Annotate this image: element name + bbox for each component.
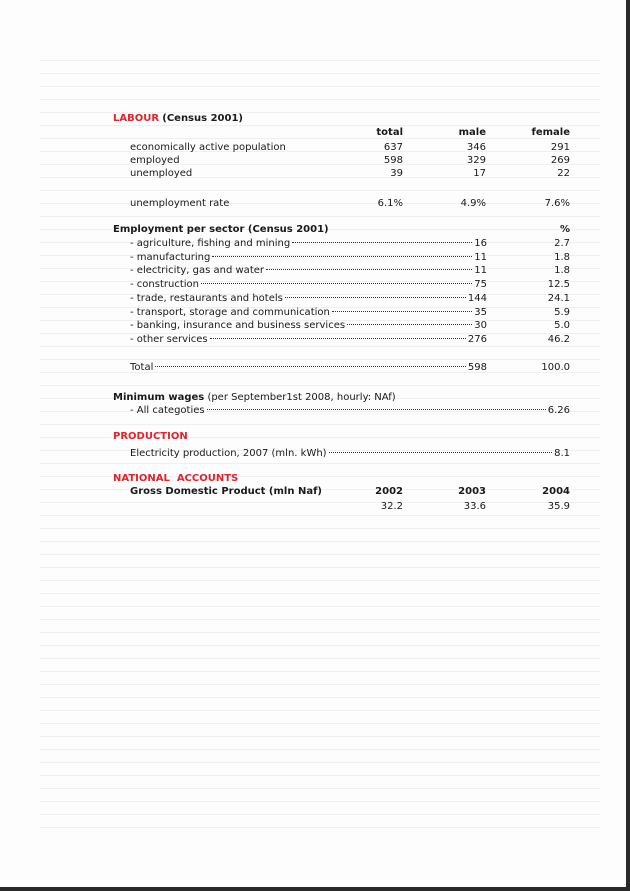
dot-leader	[332, 311, 472, 312]
row-label: - other services	[130, 333, 208, 345]
cell-male: 329	[466, 155, 486, 166]
row-label: - electricity, gas and water	[130, 265, 264, 277]
row-label: - banking, insurance and business services	[130, 320, 346, 332]
row-value: 598	[467, 362, 487, 373]
cell-male: 17	[473, 168, 486, 179]
row-label: Total	[130, 362, 154, 373]
sector-leader-row	[130, 252, 487, 263]
labour-heading	[113, 113, 243, 124]
row-pct: 46.2	[547, 333, 570, 345]
page-edge-right	[626, 0, 630, 891]
col-header-female: female	[531, 127, 570, 138]
dot-leader	[155, 366, 466, 367]
row-value: 11	[474, 265, 487, 277]
gdp-2003: 33.6	[463, 501, 486, 512]
labour-title: LABOUR	[113, 113, 160, 124]
sector-leader-row	[130, 334, 487, 345]
sector-leader-row	[130, 279, 487, 290]
row-label: - construction	[130, 279, 199, 291]
row-label: - trade, restaurants and hotels	[130, 292, 283, 304]
cell-male: 4.9%	[460, 198, 486, 209]
row-pct: 1.8	[554, 265, 570, 277]
minimum-wages-heading	[113, 392, 396, 403]
cell-female: 7.6%	[544, 198, 570, 209]
dot-leader	[347, 324, 472, 325]
row-pct: 100.0	[541, 362, 570, 373]
page-edge-bottom	[0, 887, 630, 891]
row-value: 6.26	[547, 405, 570, 416]
row-pct: 1.8	[554, 251, 570, 263]
minimum-wage-row	[130, 405, 570, 416]
row-label: - agriculture, fishing and mining	[130, 238, 291, 249]
row-value: 144	[467, 292, 487, 304]
dot-leader	[285, 297, 466, 298]
national-accounts-title: NATIONAL ACCOUNTS	[113, 473, 239, 484]
cell-female: 291	[550, 142, 570, 153]
dot-leader	[201, 283, 472, 284]
production-title: PRODUCTION	[113, 431, 188, 442]
year-2004: 2004	[542, 486, 570, 497]
sector-leader-row	[130, 320, 487, 331]
sectors-title: Employment per sector (Census 2001)	[113, 224, 329, 235]
row-value: 30	[474, 320, 487, 332]
row-value: 8.1	[554, 448, 570, 459]
row-label: - transport, storage and communication	[130, 306, 330, 318]
year-2003: 2003	[458, 486, 486, 497]
dot-leader	[329, 452, 553, 453]
minimum-wages-title: Minimum wages	[113, 392, 205, 403]
gdp-2002: 32.2	[380, 501, 403, 512]
row-label: unemployed	[130, 168, 193, 179]
dot-leader	[292, 242, 472, 243]
sector-leader-row	[130, 238, 487, 249]
minimum-wages-subtitle: (per September1st 2008, hourly: NAf)	[207, 392, 396, 403]
row-label: employed	[130, 155, 180, 166]
row-value: 75	[474, 279, 487, 291]
row-pct: 24.1	[547, 292, 570, 304]
row-value: 11	[474, 251, 487, 263]
dot-leader	[210, 338, 466, 339]
sector-leader-row	[130, 362, 487, 373]
cell-male: 346	[466, 142, 486, 153]
row-label: - manufacturing	[130, 251, 211, 263]
row-value: 16	[474, 238, 487, 249]
electricity-production-row	[130, 448, 570, 459]
sector-leader-row	[130, 293, 487, 304]
year-2002: 2002	[375, 486, 403, 497]
col-header-total: total	[376, 127, 403, 138]
gdp-2004: 35.9	[547, 501, 570, 512]
row-pct: 2.7	[554, 238, 570, 249]
col-header-male: male	[458, 127, 486, 138]
row-pct: 12.5	[547, 279, 570, 291]
labour-subtitle: (Census 2001)	[162, 113, 243, 124]
dot-leader	[207, 409, 546, 410]
gdp-label: Gross Domestic Product (mln Naf)	[130, 486, 322, 497]
cell-total: 637	[383, 142, 403, 153]
row-pct: 5.9	[554, 306, 570, 318]
row-pct: 5.0	[554, 320, 570, 332]
cell-total: 6.1%	[377, 198, 403, 209]
cell-total: 598	[383, 155, 403, 166]
cell-female: 22	[557, 168, 570, 179]
row-value: 276	[467, 333, 487, 345]
row-label: economically active population	[130, 142, 286, 153]
row-label: unemployment rate	[130, 198, 230, 209]
sector-leader-row	[130, 307, 487, 318]
cell-total: 39	[390, 168, 403, 179]
pct-header: %	[559, 224, 570, 235]
row-label: - All categoties	[130, 405, 205, 416]
row-label: Electricity production, 2007 (mln. kWh)	[130, 448, 327, 459]
dot-leader	[266, 269, 472, 270]
row-value: 35	[474, 306, 487, 318]
dot-leader	[212, 256, 472, 257]
sector-leader-row	[130, 265, 487, 276]
cell-female: 269	[550, 155, 570, 166]
